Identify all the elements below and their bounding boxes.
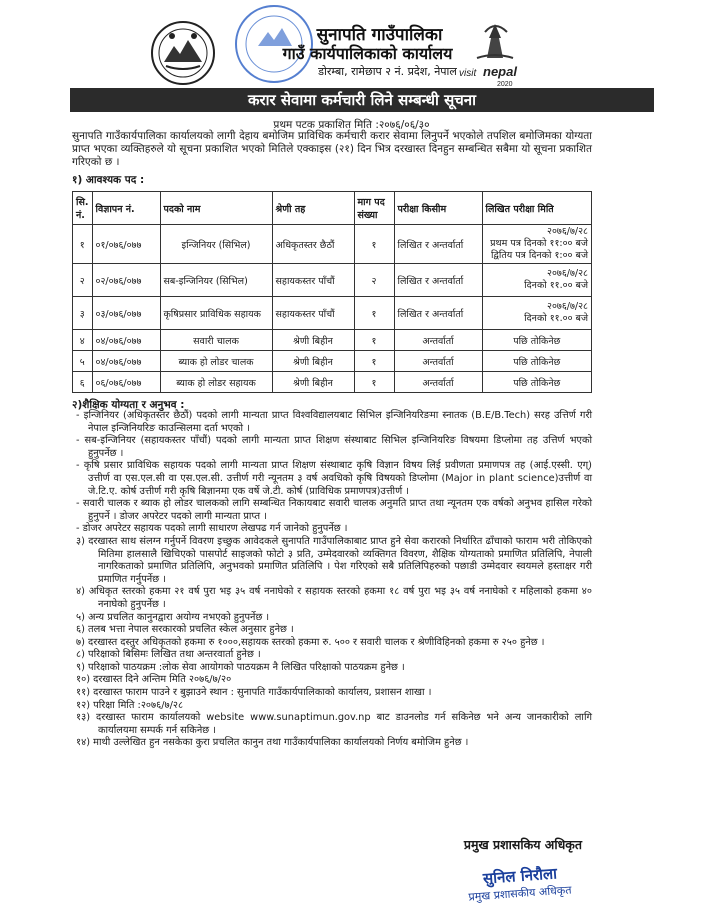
note-item: ६) तलब भत्ता नेपाल सरकारको प्रचलित स्केल अनुसार हुनेछ । (76, 624, 294, 636)
cell-sn: ५ (73, 351, 93, 372)
section-qualifications: २)शैक्षिक योग्यता र अनुभव : (72, 399, 185, 411)
cell-sn: १ (73, 225, 93, 264)
cell-post: कृषिप्रसार प्राविधिक सहायक (160, 297, 272, 330)
cell-level: सहायकस्तर पाँचौं (272, 264, 354, 297)
table-header-row (73, 192, 592, 225)
cell-exam: अन्तर्वार्ता (394, 351, 482, 372)
cell-post: सवारी चालक (160, 330, 272, 351)
qualification-item: - इन्जिनियर (अधिकृतस्तर छैठौं) पदको लागी मान्यता प्राप्त विश्वविद्यालयबाट सिभिल इन्जिनियरिङमा स्नातक (B.E/B.Tech) सरह उत्तिर्ण गरी नेपाल इन्जिनियरिङ काउन्सिलमा दर्ता भएको । (76, 410, 592, 434)
qualification-item: - सवारी चालक र ब्याक हो लोडर चालकको लागि सम्बन्धित निकायबाट सवारी चालक अनुमति प्राप्त तथा न्यूनतम एक वर्षको अनुभव हासिल गरेको हुनुपर्ने । डोजर अपरेटर पदको लागी मान्यता प्राप्त । (76, 498, 592, 522)
header-date: लिखित परीक्षा मिति (482, 192, 592, 225)
qualification-item: - सब-इन्जिनियर (सहायकस्तर पाँचौं) पदको लागी मान्यता प्राप्त शिक्षण संस्थाबाट सिभिल इन्जिनियरिङ विषयमा डिप्लोमा तह उत्तिर्ण भएको हुनुपर्नेछ । (76, 435, 592, 459)
publication-date: प्रथम पटक प्रकाशित मिति :२०७६/०६/३० (273, 119, 430, 131)
cell-date (482, 225, 592, 264)
cell-sn: ४ (73, 330, 93, 351)
table-row (73, 225, 592, 264)
cell-count: १ (354, 330, 394, 351)
cell-sn: २ (73, 264, 93, 297)
note-item: ११) दरखास्त फाराम पाउने र बुझाउने स्थान : सुनापति गाउँकार्यपालिकाको कार्यालय, प्रशासन शाखा । (76, 687, 432, 699)
date-line: द्वितिय पत्र दिनको १:०० बजे (490, 250, 588, 261)
cell-level: अधिकृतस्तर छैठौं (272, 225, 354, 264)
date-line: २०७६/७/२८ (547, 268, 588, 279)
date-line: २०७६/७/२८ (547, 301, 588, 312)
cell-level: श्रेणी बिहीन (272, 351, 354, 372)
cell-sn: ६ (73, 372, 93, 393)
cell-adv: ०६/०७६/०७७ (92, 372, 160, 393)
date-line: २०७६/७/२८ (547, 226, 588, 237)
municipality-title: सुनापति गाउँपालिका (316, 25, 443, 45)
cell-count: २ (354, 264, 394, 297)
cell-adv: ०४/०७६/०७७ (92, 330, 160, 351)
qualification-item: - डोजर अपरेटर सहायक पदको लागी साधारण लेखपढ गर्न जानेको हुनुपर्नेछ । (76, 523, 348, 535)
cell-adv: ०२/०७६/०७७ (92, 264, 160, 297)
signature-name: सुनिल निरौला (482, 864, 558, 888)
cell-post: इन्जिनियर (सिभिल) (160, 225, 272, 264)
cell-sn: ३ (73, 297, 93, 330)
header-post: पदको नाम (160, 192, 272, 225)
svg-text:visit: visit (459, 68, 477, 79)
note-item: ७) दरखास्त दस्तुर अधिकृतको हकमा रु १०००,सहायक स्तरको हकमा रु. ५०० र सवारी चालक र श्रेणीविहिनको हकमा रु २५० हुनेछ । (76, 636, 545, 648)
cell-exam: लिखित र अन्तर्वार्ता (394, 264, 482, 297)
table-row (73, 264, 592, 297)
svg-text:2020: 2020 (497, 81, 513, 88)
table-row (73, 372, 592, 393)
posts-table (72, 191, 592, 393)
cell-count: १ (354, 297, 394, 330)
cell-post: ब्याक हो लोडर चालक (160, 351, 272, 372)
cell-exam: लिखित र अन्तर्वार्ता (394, 297, 482, 330)
note-item: १४) माथी उल्लेखित हुन नसकेका कुरा प्रचलित कानुन तथा गाउँकार्यपालिका कार्यालयको निर्णय बमोजिम हुनेछ । (76, 737, 469, 749)
note-item: ३) दरखास्त साथ संलग्न गर्नुपर्ने विवरण इच्छुक आवेदकले सुनापति गाउँपालिकाबाट प्राप्त हुने सेवा करारको निर्धारित ढाँचाको फाराम भरी तोकिएको मितिमा हालसालै खिचिएको पासपोर्ट साइजको फोटो ३ प्रति, उम्मेदवारको व्यक्तिगत विवरण, शैक्षिक योग्यताको प्रमाणित प्रतिलिपि, नेपाली नागरिकताको प्रमाणित प्रतिलिपि, अनुभवको प्रमाणित प्रतिलिपि । पेश गरिएको सबै प्रतिलिपिहरुको पछाडी उम्मेदवार स्वयमले हस्ताक्षर गरी प्रमाणित गर्नुपर्नेछ । (76, 535, 592, 585)
note-item: ४) अधिकृत स्तरको हकमा २१ वर्ष पुरा भइ ३५ वर्ष ननाघेको र सहायक स्तरको हकमा १८ वर्ष पुरा भइ ३५ वर्ष ननाघेको र महिलाको हकमा ४० ननाघेको हुनुपर्नेछ । (76, 586, 592, 610)
cell-adv: ०१/०७६/०७७ (92, 225, 160, 264)
header-adv: विज्ञापन नं. (92, 192, 160, 225)
qualification-item: - कृषि प्रसार प्राविधिक सहायक पदको लागी मान्यता प्राप्त शिक्षण संस्थाबाट कृषि विज्ञान विषय लिई प्रवीणता प्रमाणपत्र तह (आई.एस्सी. एग्) उत्तीर्ण वा एस.एल.सी वा एस.एल.सी. उत्तीर्ण गरी न्यूनतम ३ वर्ष अवधिको कृषि विषयको डिप्लोमा (Major in plant science)उत्तीर्ण वा जे.टि.ए. कोर्ष उत्तीर्ण गरी कृषि बिज्ञानमा एक वर्षे जे.टी. कोर्ष (प्राविधिक प्रमाणपत्र)उत्तीर्ण । (76, 460, 592, 497)
intro-paragraph: सुनापति गाउँकार्यपालिका कार्यालयको लागी देहाय बमोजिम प्राविधिक कर्मचारी करार सेवामा लिनुपर्ने भएकोले तपशिल बमोजिमका योग्यता प्राप्त भएका व्यक्तिहरुले यो सूचना प्रकाशित भएको मितिले एक्काइस (२१) दिन भित्र दरखास्त दिनहुन सम्बन्धित सबैमा यो सूचना प्रकाशित गरिएको छ । (72, 130, 592, 168)
note-item: ५) अन्य प्रचलित कानुनद्वारा अयोग्य नभएको हुनुपर्नेछ । (76, 611, 270, 623)
cell-count: १ (354, 372, 394, 393)
visit-nepal-logo-icon (455, 18, 537, 88)
chief-officer-title: प्रमुख प्रशासकिय अधिकृत (463, 837, 582, 852)
date-line: दिनको ११.०० बजे (524, 280, 588, 291)
note-item: १०) दरखास्त दिने अन्तिम मिति २०७६/७/२० (76, 674, 232, 686)
note-item: ९) परिक्षाको पाठयक्रम :लोक सेवा आयोगको पाठयक्रम नै लिखित परिक्षाको पाठयक्रम हुनेछ । (76, 661, 405, 673)
cell-date: पछि तोकिनेछ (482, 330, 592, 351)
cell-level: सहायकस्तर पाँचौं (272, 297, 354, 330)
note-item: १३) दरखास्त फाराम कार्यालयको website www.sunaptimun.gov.np बाट डाउनलोड गर्न सकिनेछ भने अन्य जानकारीको लागि कार्यालयमा सम्पर्क गर्न सकिनेछ । (76, 712, 592, 736)
cell-post: सब-इन्जिनियर (सिभिल) (160, 264, 272, 297)
cell-date (482, 264, 592, 297)
cell-date (482, 297, 592, 330)
cell-count: १ (354, 225, 394, 264)
header-count: माग पद संख्या (354, 192, 394, 225)
table-row (73, 330, 592, 351)
signature-title: प्रमुख प्रशासकीय अधिकृत (468, 883, 572, 904)
cell-adv: ०४/०७६/०७७ (92, 351, 160, 372)
section-required-posts: १) आवश्यक पद : (72, 174, 145, 186)
cell-level: श्रेणी बिहीन (272, 330, 354, 351)
cell-exam: अन्तर्वार्ता (394, 330, 482, 351)
cell-exam: अन्तर्वार्ता (394, 372, 482, 393)
date-line: प्रथम पत्र दिनको ११:०० बजे (490, 238, 588, 249)
table-row (73, 351, 592, 372)
notice-banner: करार सेवामा कर्मचारी लिने सम्बन्धी सूचना (70, 88, 654, 112)
note-item: १२) परिक्षा मिति :२०७६/७/२८ (76, 699, 184, 711)
cell-date: पछि तोकिनेछ (482, 351, 592, 372)
date-line: दिनको ११.०० बजे (524, 313, 588, 324)
cell-post: ब्याक हो लोडर सहायक (160, 372, 272, 393)
cell-count: १ (354, 351, 394, 372)
header-exam: परीक्षा किसीम (394, 192, 482, 225)
office-title: गाउँ कार्यपालिकाको कार्यालय (282, 44, 453, 63)
office-address: डोरम्बा, रामेछाप २ नं. प्रदेश, नेपाल (318, 65, 457, 78)
header-sn: सि. नं. (73, 192, 93, 225)
svg-text:nepal: nepal (483, 64, 517, 79)
note-item: ८) परिक्षाको बिसिमः लिखित तथा अन्तरवार्ता हुनेछ । (76, 649, 261, 661)
header-level: श्रेणी तह (272, 192, 354, 225)
table-row (73, 297, 592, 330)
notice-body (72, 410, 592, 750)
cell-level: श्रेणी बिहीन (272, 372, 354, 393)
cell-adv: ०३/०७६/०७७ (92, 297, 160, 330)
cell-exam: लिखित र अन्तर्वार्ता (394, 225, 482, 264)
cell-date: पछि तोकिनेछ (482, 372, 592, 393)
